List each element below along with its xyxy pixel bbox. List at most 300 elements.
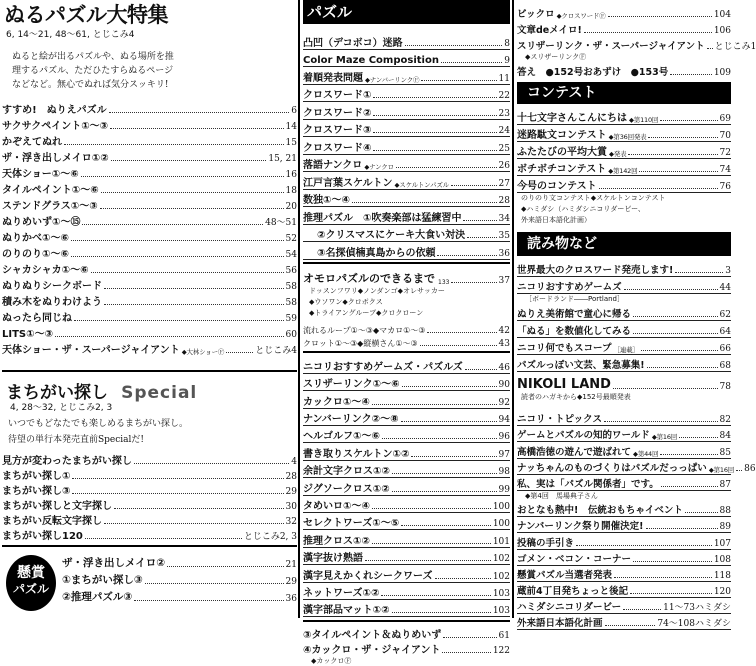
leader-dots — [630, 593, 712, 594]
puzzle-list — [303, 24, 510, 264]
page-number: 30 — [285, 502, 297, 512]
list-item — [2, 244, 297, 260]
leader-dots — [396, 167, 497, 168]
leader-dots — [101, 192, 284, 193]
item-title: Color Maze Composition — [303, 55, 439, 66]
contest-notes — [517, 193, 731, 232]
nuru-desc-line: ぬると絵が出るパズルや、ぬる場所を推 — [12, 52, 174, 62]
nuru-desc-line: 理するパズル、ただひたすらぬるページ — [12, 66, 174, 76]
nikoli-land-sub: 読者のハガキから◆152号最順発表 — [521, 393, 631, 401]
page-number: 61 — [498, 631, 510, 642]
page-number: 15, 21 — [268, 154, 297, 164]
page-number: 107 — [713, 538, 731, 549]
leader-dots — [72, 478, 283, 479]
item-title: 今号のコンテスト — [517, 181, 597, 192]
page-number: 102 — [492, 571, 510, 582]
page-number: 82 — [719, 415, 731, 426]
item-title: のりのり①〜⑥ — [2, 249, 69, 260]
nikoli-land-block — [517, 372, 731, 404]
list-item — [2, 260, 297, 276]
item-title: ④カックロ・ザ・ジャイアント — [303, 645, 441, 657]
page-number: 42 — [498, 325, 510, 336]
kensho-badge-line1: 懸賞 — [17, 565, 45, 581]
item-title: ナンバーリンク②〜⑧ — [303, 414, 399, 426]
item-title: クロスワード④ — [303, 142, 372, 154]
list-item — [2, 196, 297, 212]
list-item — [303, 85, 510, 103]
list-item — [517, 20, 731, 36]
page-number: 60 — [285, 330, 297, 340]
list-item — [303, 565, 510, 582]
leader-dots — [104, 523, 284, 524]
leader-dots — [85, 538, 242, 539]
item-title: 天体ショー①〜⑥ — [2, 169, 79, 180]
item-title: シャカシャカ①〜⑥ — [2, 265, 89, 276]
list-item — [2, 132, 297, 148]
leader-dots — [110, 128, 283, 129]
item-title: ①まちがい探し③ — [62, 574, 143, 586]
page-number: 62 — [719, 310, 731, 320]
item-subtitle: ◆第110回 — [629, 116, 659, 124]
item-title: LITS①〜③ — [2, 329, 54, 340]
item-title: 懸賞パズル当選者発表 — [517, 569, 613, 581]
item-title: ザ・浮き出しメイロ② — [62, 557, 166, 569]
list-item — [303, 461, 510, 478]
leader-dots — [633, 316, 718, 317]
leader-dots — [100, 208, 284, 209]
item-subtitle: ［連載］ — [613, 346, 639, 354]
page-number: 8 — [504, 38, 510, 49]
leader-dots — [382, 438, 497, 439]
page-number: とじこみ4 — [255, 346, 297, 356]
list-item — [303, 583, 510, 600]
leader-dots — [660, 454, 717, 455]
list-item — [517, 4, 731, 20]
page-number: 66 — [719, 344, 731, 354]
page-number: 87 — [719, 479, 731, 490]
item-title: 答え ●152号おあずけ ●153号 — [517, 67, 669, 78]
leader-dots — [111, 160, 267, 161]
list-item — [517, 517, 731, 533]
page-number: 68 — [719, 361, 731, 371]
item-title: すすめ! ぬりえパズル — [2, 105, 107, 116]
item-title: 推理クロス①② — [303, 535, 370, 547]
page-number: 94 — [498, 415, 510, 426]
page-number: 11 — [498, 73, 510, 84]
item-title: 投稿の手引き — [517, 537, 575, 549]
item-title: 漢字抜け熟語 — [303, 553, 363, 565]
item-title: ナンバーリンク祭り開催決定! — [517, 521, 644, 533]
list-item — [517, 355, 731, 372]
leader-dots — [405, 45, 503, 46]
item-title: まちがい探し① — [2, 471, 71, 482]
leader-dots — [599, 188, 718, 189]
item-title: クロスワード① — [303, 90, 372, 101]
list-item — [303, 478, 510, 495]
leader-dots — [71, 240, 284, 241]
item-title: ボチボチコンテスト — [517, 164, 607, 175]
contest-list — [517, 104, 731, 193]
leader-dots — [675, 272, 723, 273]
list-item — [2, 212, 297, 228]
page-number: 101 — [492, 536, 510, 547]
page-number: 99 — [498, 484, 510, 495]
leader-dots — [372, 543, 491, 544]
page-number: 70 — [719, 131, 731, 141]
item-title: クロスワード② — [303, 107, 372, 119]
item-title: ゴメン・ベコン・コーナー — [517, 553, 632, 565]
list-item — [303, 496, 510, 513]
page-number: 14 — [285, 122, 297, 132]
leader-dots — [427, 332, 496, 333]
leader-dots — [451, 185, 497, 186]
page-number: 54 — [285, 250, 297, 260]
item-title: タめいロ①〜④ — [303, 501, 370, 513]
item-note: ［ボードランド――Portland］ — [525, 295, 624, 303]
leader-dots — [411, 456, 496, 457]
page-number: 27 — [498, 178, 510, 189]
page-number: 72 — [719, 148, 731, 158]
leader-dots — [648, 137, 717, 138]
leader-dots — [81, 176, 284, 177]
page-number: 28 — [498, 196, 510, 206]
contest-header — [517, 82, 731, 104]
page-number: 96 — [498, 432, 510, 443]
item-title: ふたたびの平均大賞 — [517, 147, 607, 158]
contest-note-line: ◆ハミダシ（ハミダシニコリダービー、 — [521, 205, 645, 213]
list-item — [303, 600, 510, 617]
left-column — [2, 0, 297, 615]
list-item — [2, 164, 297, 180]
nuru-title: ぬるパズル大特集 — [4, 3, 168, 27]
leader-dots — [633, 333, 718, 334]
leader-dots — [646, 528, 718, 529]
list-item — [303, 426, 510, 443]
leader-dots — [352, 202, 497, 203]
leader-dots — [134, 600, 283, 601]
column-divider — [512, 0, 514, 618]
page-number: 85 — [719, 447, 731, 458]
page-number: 104 — [713, 10, 731, 20]
item-title: まちがい探しと文字探し — [2, 501, 112, 512]
item-title: ニコリ何でもスコープ — [517, 343, 612, 354]
list-item — [517, 108, 731, 125]
page-number: 16 — [285, 170, 297, 180]
item-title: ぬりかべ①〜⑥ — [2, 233, 69, 244]
leader-dots — [614, 577, 712, 578]
page-number: 36 — [285, 594, 297, 604]
page-number: 6 — [291, 106, 297, 116]
leader-dots — [421, 80, 496, 81]
leader-dots — [584, 32, 712, 33]
page-number: 100 — [492, 502, 510, 513]
nikoli-land-row — [517, 374, 731, 392]
item-subtitle: ◆第16回 — [708, 465, 735, 474]
contest-note-line: のりのり文コンテスト◆スケルトンコンテスト — [521, 194, 666, 202]
list-item — [517, 176, 731, 193]
item-title: 着順発表問題 — [303, 72, 363, 84]
item-subtitle: ◆ナンバーリンクⒻ — [365, 75, 420, 84]
kensho-list-more — [303, 622, 510, 666]
leader-dots — [463, 220, 496, 221]
list-item — [303, 391, 510, 408]
list-item — [517, 459, 756, 475]
list-item — [517, 125, 731, 142]
leader-dots — [392, 491, 497, 492]
list-item — [2, 116, 297, 132]
item-title: ネットワーズ①② — [303, 587, 380, 599]
page-number: 29 — [285, 577, 297, 587]
list-item — [517, 321, 731, 338]
item-subtitle: ◆ナンクロ — [364, 163, 394, 171]
page-number: 11〜73ハミダシ — [663, 603, 731, 614]
page-number: 88 — [719, 506, 731, 517]
item-title: クロスワード③ — [303, 125, 372, 136]
page-number: 59 — [285, 314, 297, 324]
list-item — [517, 338, 731, 355]
item-title: 流れるループ①〜③◆マカロ①〜③ — [303, 325, 426, 335]
page-number: 76 — [719, 182, 731, 192]
item-title: 推理パズル ①吹奏楽部は猛練習中 — [303, 212, 462, 224]
omoro-range: 133 — [438, 278, 450, 286]
machigai-description — [2, 414, 297, 452]
leader-dots — [372, 404, 497, 405]
leader-dots — [82, 224, 263, 225]
list-item — [517, 614, 731, 630]
omoro-line: ◆トライアングルーブ◆クロクローン — [309, 308, 424, 317]
item-title: 十七文字さんこんにちは — [517, 113, 627, 124]
page-number: とじこみ2, 3 — [243, 532, 297, 542]
leader-dots — [109, 112, 290, 113]
item-note: ◆カックロⒻ — [311, 657, 352, 666]
list-item — [517, 550, 731, 566]
leader-dots — [71, 256, 284, 257]
list-item — [517, 277, 731, 294]
leader-dots — [74, 320, 284, 321]
page-number: 3 — [725, 266, 731, 276]
page-number: 89 — [719, 522, 731, 533]
leader-dots — [373, 132, 496, 133]
item-title: 凸凹（デコボコ）迷路 — [303, 37, 403, 49]
item-title: ハミダシニコリダービー — [517, 602, 622, 614]
item-subtitle: ◆第44回 — [633, 449, 659, 458]
page-number: 34 — [498, 213, 510, 224]
item-title: 「ぬる」を数値化してみる — [517, 326, 632, 337]
item-title: スリザーリンク・ザ・スーパージャイアント — [517, 41, 705, 52]
leader-dots — [442, 652, 490, 653]
list-item — [2, 497, 297, 512]
page-number: 69 — [719, 114, 731, 124]
list-item — [303, 548, 510, 565]
item-title: 見方が変わったまちがい探し — [2, 456, 132, 467]
list-item — [303, 323, 510, 336]
leader-dots — [736, 470, 742, 471]
list-item — [303, 641, 510, 656]
item-title: ニコリおすすめゲームズ・パズルズ — [303, 361, 463, 373]
page-number: 18 — [285, 186, 297, 196]
list-item — [2, 292, 297, 308]
leader-dots — [604, 421, 718, 422]
list-item — [303, 120, 510, 138]
leader-dots — [401, 421, 497, 422]
list-item — [303, 225, 510, 243]
item-subtitle: ◆スケルトンパズル — [394, 180, 449, 189]
right-top-list — [517, 0, 756, 82]
list-item — [2, 340, 297, 356]
leader-dots — [576, 545, 712, 546]
item-title: 迷路駄文コンテスト — [517, 130, 607, 141]
item-title: 天体ショー・ザ・スーパージャイアント — [2, 345, 180, 356]
yomimono-header — [517, 232, 731, 256]
item-title: ぬったら同じね — [2, 313, 72, 324]
leader-dots — [91, 272, 284, 273]
leader-dots — [608, 16, 712, 17]
kensho-badge-line2: パズル — [12, 582, 49, 596]
item-title: ヘルゴルフ①〜⑥ — [303, 431, 380, 443]
nikoli-land-title: NIKOLI LAND — [517, 377, 611, 392]
page-number: 43 — [498, 338, 510, 349]
machigai-title: まちがい探し — [6, 383, 108, 403]
item-title: 外来語日本語化計画 — [517, 618, 603, 630]
list-item — [517, 475, 731, 491]
page-number: 58 — [285, 282, 297, 292]
list-item — [2, 100, 297, 116]
machigai-desc-line: 待望の単行本発売直前Specialだ! — [8, 435, 145, 445]
list-item — [2, 276, 297, 292]
list-item — [303, 67, 510, 85]
list-item — [303, 513, 510, 530]
leader-dots — [104, 288, 284, 289]
page-number: 103 — [492, 606, 510, 617]
machigai-list — [2, 452, 297, 542]
list-item — [517, 501, 731, 517]
page-number: 106 — [713, 26, 731, 36]
page-number: 26 — [498, 161, 510, 171]
page-number: 92 — [498, 397, 510, 408]
list-item — [517, 304, 731, 321]
page-number: 58 — [285, 298, 297, 308]
item-title: ぬりぬりシークボード — [2, 281, 102, 292]
list-item — [62, 570, 297, 587]
page-number: 56 — [285, 266, 297, 276]
page-number: 29 — [285, 487, 297, 497]
item-title: 漢字部品マット①② — [303, 605, 390, 617]
nikoli-land-page: 78 — [719, 382, 731, 392]
list-item — [303, 409, 510, 426]
leader-dots — [420, 345, 497, 346]
item-title: かぞえてぬれ — [2, 137, 62, 148]
leader-dots — [660, 120, 717, 121]
item-title: 蔵前4丁目発ちょっと後記 — [517, 586, 629, 598]
leader-dots — [226, 352, 253, 353]
page-number: 28 — [285, 472, 297, 482]
item-subtitle: ◆大林ショーⒻ — [181, 348, 225, 356]
item-title: ぬりえ美術館で童心に帰る — [517, 309, 632, 320]
list-item — [303, 357, 510, 374]
page-number: 36 — [498, 248, 510, 259]
list-item — [62, 587, 297, 604]
leader-dots — [401, 525, 491, 526]
page-number: 24 — [498, 126, 510, 136]
list-item — [2, 452, 297, 467]
list-item — [2, 228, 297, 244]
page-number: 22 — [498, 91, 510, 101]
item-title: ぬりめいず①〜⑮ — [2, 217, 81, 228]
leader-dots — [145, 583, 284, 584]
item-title: ジグソークロス①② — [303, 483, 390, 495]
leader-dots — [707, 48, 713, 49]
puzzle-header — [303, 0, 510, 24]
item-title: スリザーリンク①〜⑥ — [303, 379, 400, 391]
list-item — [517, 159, 731, 176]
leader-dots — [55, 336, 283, 337]
item-title: おとなも熱中! 伝統おもちゃイベント — [517, 505, 683, 517]
item-title: ③名探偵楠真島からの依頼 — [317, 247, 436, 259]
page-number: 15 — [285, 138, 297, 148]
machigai-title-row — [2, 378, 297, 403]
list-item — [303, 530, 510, 547]
item-subtitle: ◆第36回発表 — [608, 133, 647, 141]
list-item — [517, 582, 731, 598]
item-title: ニコリおすすめゲームズ — [517, 282, 622, 293]
page-number: 118 — [713, 570, 731, 581]
page-number: 35 — [498, 231, 510, 241]
leader-dots — [639, 171, 717, 172]
item-title: 世界最大のクロスワード発売します! — [517, 265, 674, 276]
page-number: 98 — [498, 467, 510, 478]
nuru-list — [2, 100, 297, 356]
list-item — [2, 180, 297, 196]
page-number: 97 — [498, 449, 510, 460]
leader-dots — [72, 493, 283, 494]
leader-dots — [435, 578, 491, 579]
item-title: カックロ①〜④ — [303, 396, 370, 408]
page-number: 52 — [285, 234, 297, 244]
list-item — [303, 207, 510, 225]
leader-dots — [381, 595, 490, 596]
page-number: 122 — [492, 646, 510, 657]
list-item — [2, 324, 297, 340]
item-title: 余計文字クロス①② — [303, 466, 390, 478]
list-item — [517, 426, 731, 442]
leader-dots — [167, 566, 283, 567]
list-item — [303, 242, 510, 260]
yomimono-list-more — [517, 404, 756, 630]
item-title: クロット①〜③◆縦横さん①〜③ — [303, 338, 418, 348]
leader-dots — [443, 637, 496, 638]
page-number: 103 — [492, 588, 510, 599]
item-title: ニコリ・トピックス — [517, 414, 603, 426]
kensho-list — [62, 553, 297, 604]
leader-dots — [628, 154, 717, 155]
page-number: 21 — [285, 560, 297, 570]
item-title: パズルっぽい文芸、緊急募集! — [517, 360, 645, 371]
leader-dots — [647, 367, 718, 368]
page-number: 120 — [713, 587, 731, 598]
list-item — [303, 155, 510, 173]
item-subtitle: ◆第142回 — [608, 167, 638, 175]
middle-column — [303, 0, 510, 666]
list-item — [62, 553, 297, 570]
item-title: 数独①〜④ — [303, 195, 350, 206]
leader-dots — [670, 74, 712, 75]
page-number: 102 — [492, 554, 510, 565]
leader-dots — [685, 512, 718, 513]
column-divider — [298, 0, 300, 618]
page-number: 48〜51 — [265, 218, 297, 228]
right-column — [517, 0, 756, 630]
item-title: ナッちゃんのものづくりはパズルだっっぱい — [517, 462, 707, 474]
